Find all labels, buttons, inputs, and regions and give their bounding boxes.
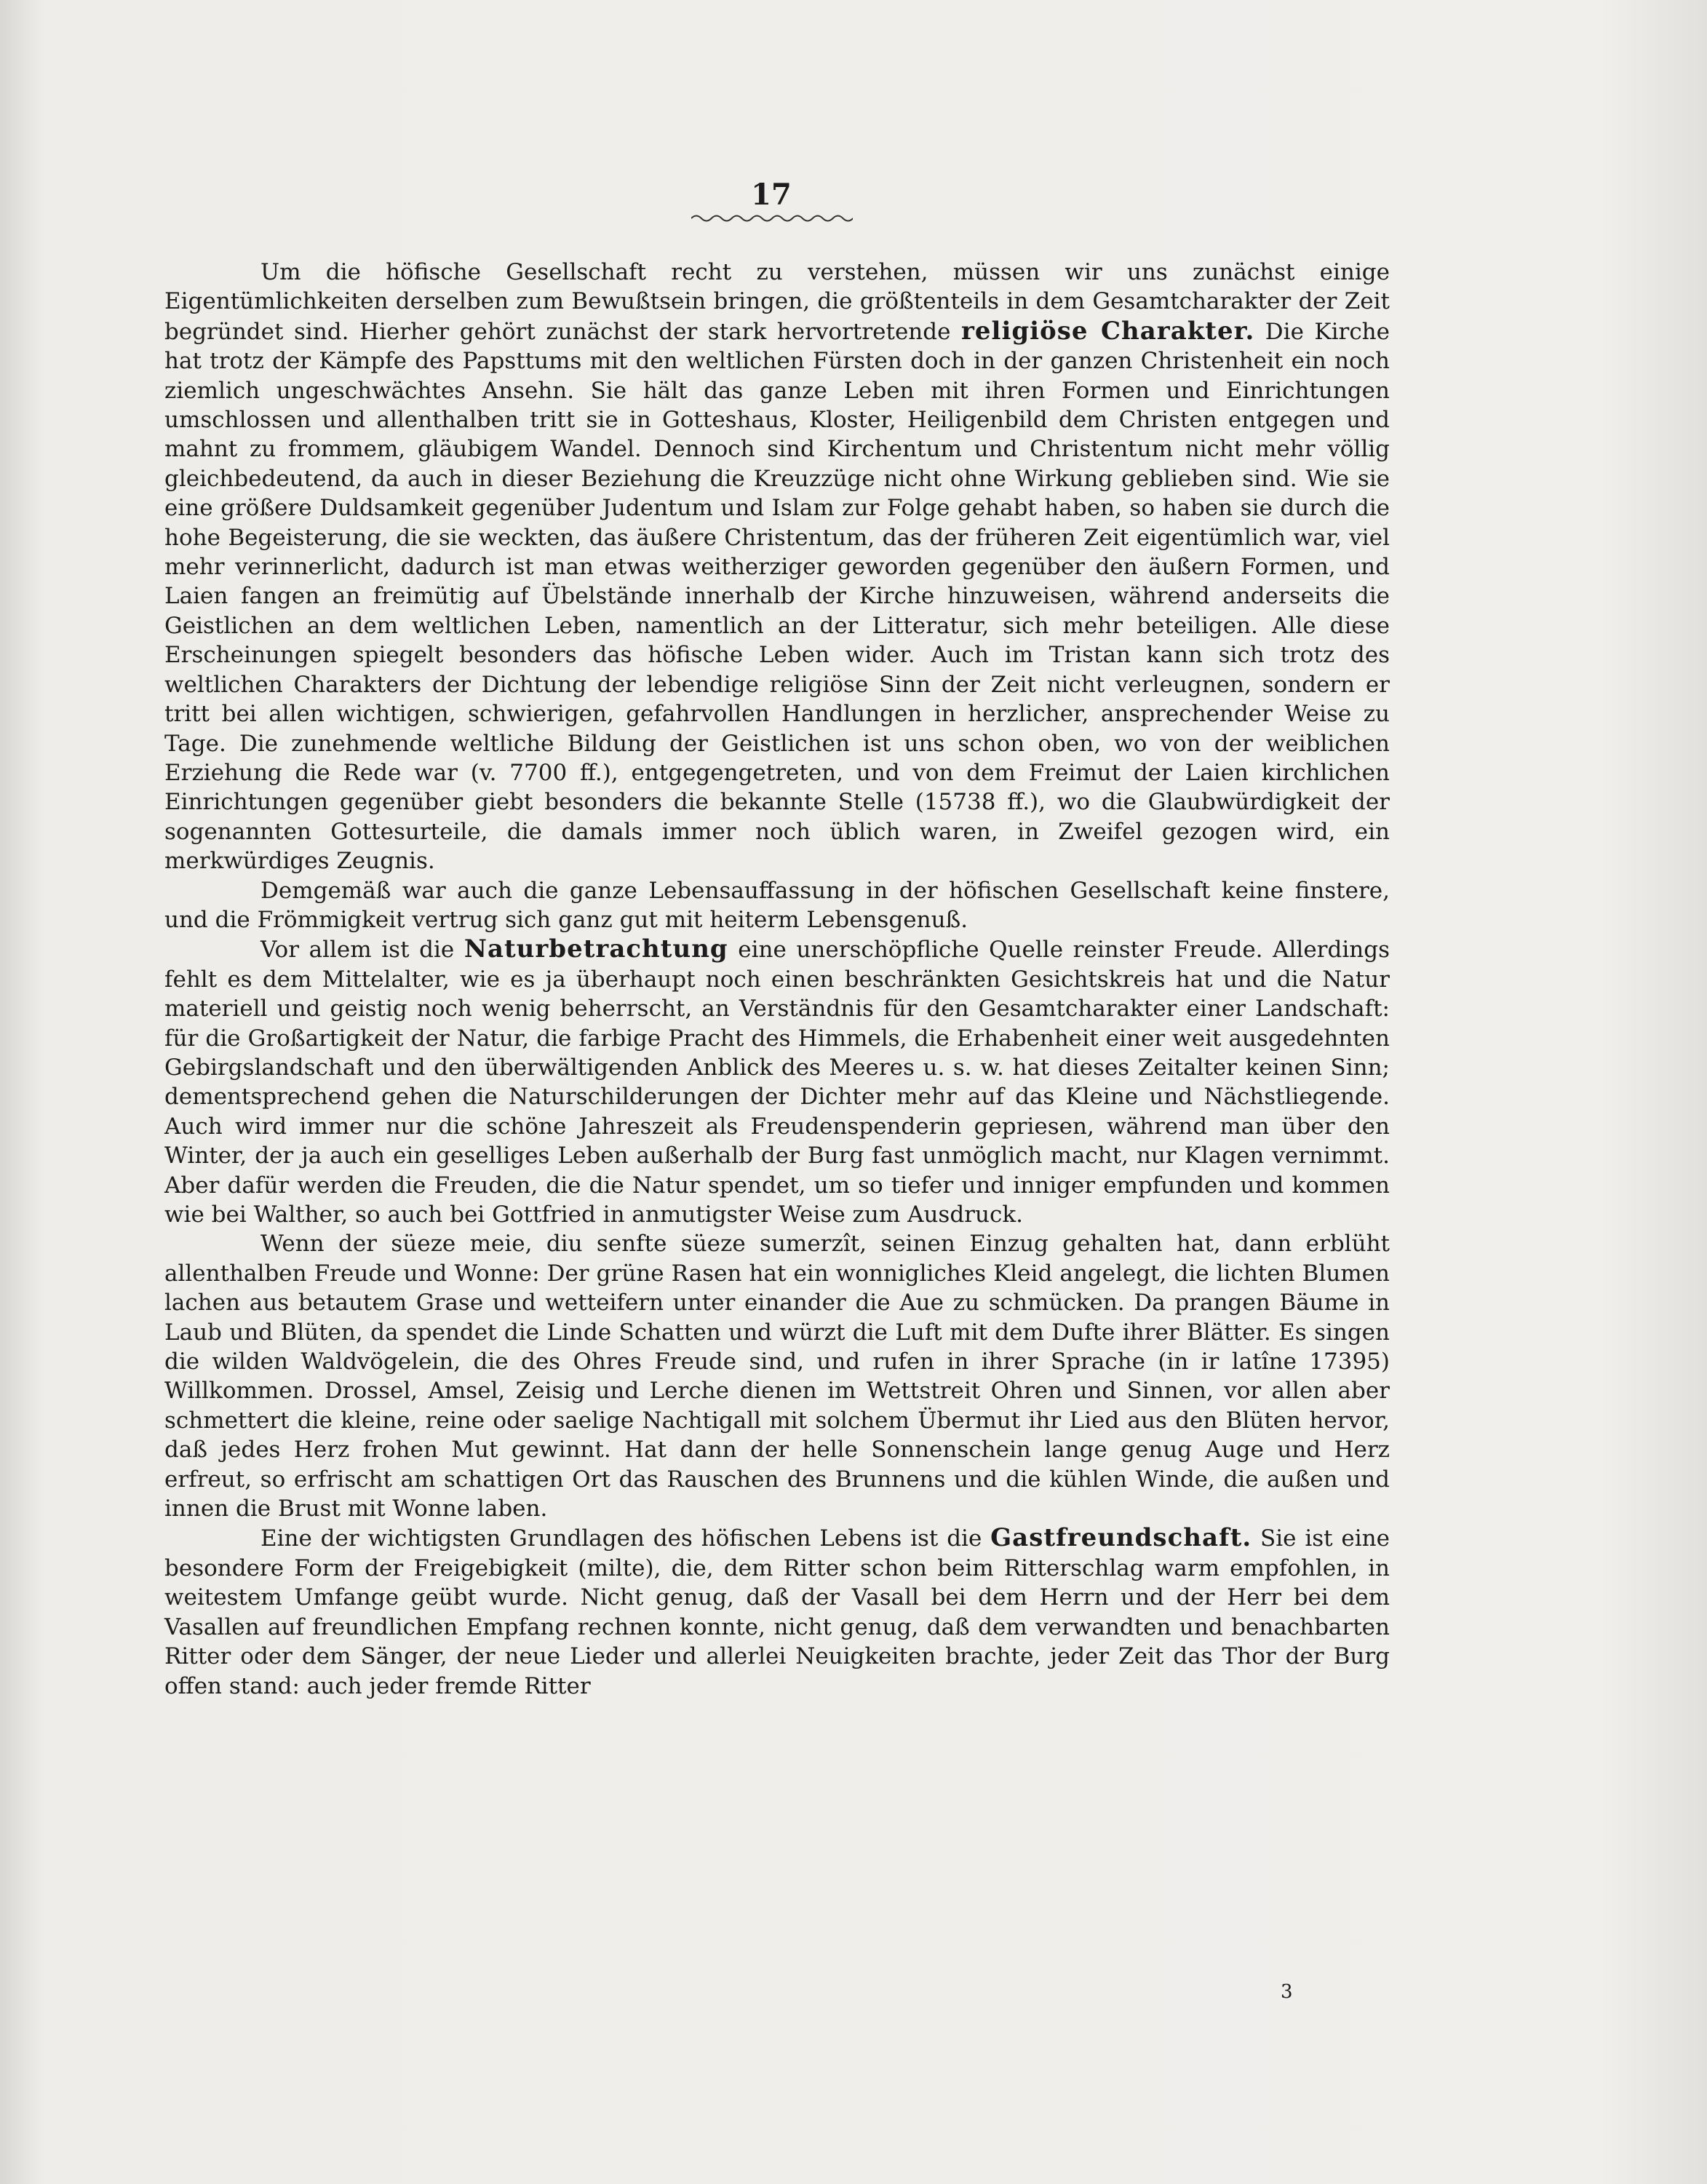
text-run: Um die höfische Gesellschaft recht zu verstehen, müssen wir uns zunächst einige Eigentümlichkeiten derselben zum Bewußtsein bringen, die größtenteils in dem Gesamtcharakter der Zeit begründet sind. Hierher gehört zunächst der stark hervortretende [164,259,1390,345]
emphasized-term: religiöse Charakter. [960,316,1255,346]
text-run: Sie ist eine besondere Form der Freigebigkeit (milte), die, dem Ritter schon beim Ritterschlag warm empfohlen, in weitestem Umfange geübt wurde. Nicht genug, daß der Vasall bei dem Herrn und der Herr bei dem Vasallen auf freundlichen Empfang rechnen konnte, nicht genug, daß dem verwandten und benachbarten Ritter oder dem Sänger, der neue Lieder und allerlei Neuigkeiten brachte, jeder Zeit das Thor der Burg offen stand: auch jeder fremde Ritter [164,1525,1390,1699]
body-text [164,258,1390,1701]
text-run: Die Kirche hat trotz der Kämpfe des Papsttums mit den weltlichen Fürsten doch in der ganzen Christenheit ein noch ziemlich ungeschwächtes Ansehn. Sie hält das ganze Leben mit ihren Formen und Einrichtungen umschlossen und allenthalben tritt sie in Gotteshaus, Kloster, Heiligenbild dem Christen entgegen und mahnt zu frommem, gläubigem Wandel. Dennoch sind Kirchentum und Christentum nicht mehr völlig gleichbedeutend, da auch in dieser Beziehung die Kreuzzüge nicht ohne Wirkung geblieben sind. Wie sie eine größere Duldsamkeit gegenüber Judentum und Islam zur Folge gehabt haben, so haben sie durch die hohe Begeisterung, die sie weckten, das äußere Christentum, das der früheren Zeit eigentümlich war, viel mehr verinnerlicht, dadurch ist man etwas weitherziger geworden gegenüber den äußern Formen, und Laien fangen an freimütig auf Übelstände innerhalb der Kirche hinzuweisen, während anderseits die Geistlichen an dem weltlichen Leben, namentlich an der Litteratur, sich mehr beteiligen. Alle diese Erscheinungen spiegelt besonders das höfische Leben wider. Auch im Tristan kann sich trotz des weltlichen Charakters der Dichtung der lebendige religiöse Sinn der Zeit nicht verleugnen, sondern er tritt bei allen wichtigen, schwierigen, gefahrvollen Handlungen in herzlicher, ansprechender Weise zu Tage. Die zunehmende weltliche Bildung der Geistlichen ist uns schon oben, wo von der weiblichen Erziehung die Rede war (v. 7700 ff.), entgegengetreten, und von dem Freimut der Laien kirchlichen Einrichtungen gegenüber giebt besonders die bekannte Stelle (15738 ff.), wo die Glaubwürdigkeit der sogenannten Gottesurteile, die damals immer noch üblich waren, in Zweifel gezogen wird, ein merkwürdiges Zeugnis. [164,318,1390,875]
wavy-rule-ornament [691,213,853,224]
page-number: 17 [751,178,792,212]
text-run: eine unerschöpfliche Quelle reinster Freude. Allerdings fehlt es dem Mittelalter, wie es ja überhaupt noch einen beschränkten Gesichtskreis hat und die Natur materiell und geistig noch wenig beherrscht, an Verständnis für den Gesamtcharakter einer Landschaft: für die Großartigkeit der Natur, die farbige Pracht des Himmels, die Erhabenheit einer weit ausgedehnten Gebirgslandschaft und den überwältigenden Anblick des Meeres u. s. w. hat dieses Zeitalter keinen Sinn; dementsprechend gehen die Naturschilderungen der Dichter mehr auf das Kleine und Nächstliegende. Auch wird immer nur die schöne Jahreszeit als Freudenspenderin gepriesen, während man über den Winter, der ja auch ein geselliges Leben außerhalb der Burg fast unmöglich macht, nur Klagen vernimmt. Aber dafür werden die Freuden, die die Natur spendet, um so tiefer und inniger empfunden und kommen wie bei Walther, so auch bei Gottfried in anmutigster Weise zum Ausdruck. [164,937,1390,1228]
text-run: Vor allem ist die [260,937,464,964]
text-run: Wenn der süeze meie, diu senfte süeze sumerzît, seinen Einzug gehalten hat, dann erblüht allenthalben Freude und Wonne: Der grüne Rasen hat ein wonnigliches Kleid angelegt, die lichten Blumen lachen aus betautem Grase und wetteifern unter einander die Aue zu schmücken. Da prangen Bäume in Laub und Blüten, da spendet die Linde Schatten und würzt die Luft mit dem Dufte ihrer Blätter. Es singen die wilden Waldvögelein, die des Ohres Freude sind, und rufen in ihrer Sprache (in ir latîne 17395) Willkommen. Drossel, Amsel, Zeisig und Lerche dienen im Wettstreit Ohren und Sinnen, vor allen aber schmettert die kleine, reine oder saelige Nachtigall mit solchem Übermut ihr Lied aus den Blüten hervor, daß jedes Herz frohen Mut gewinnt. Hat dann der helle Sonnenschein lange genug Auge und Herz erfreut, so erfrischt am schattigen Ort das Rauschen des Brunnens und die kühlen Winde, die außen und innen die Brust mit Wonne laben. [164,1231,1390,1522]
paragraph-religioese-charakter [164,258,1390,876]
signature-mark: 3 [1281,1981,1293,2003]
paragraph-lebensauffassung [164,876,1390,935]
paragraph-naturbetrachtung [164,934,1390,1229]
text-run: Demgemäß war auch die ganze Lebensauffassung in der höfischen Gesellschaft keine finstere, und die Frömmigkeit vertrug sich ganz gut mit heiterm Lebensgenuß. [164,877,1390,933]
text-run: Eine der wichtigsten Grundlagen des höfischen Lebens ist die [260,1525,991,1552]
emphasized-term: Naturbetrachtung [463,934,728,964]
paragraph-sommerzeit [164,1229,1390,1523]
paragraph-gastfreundschaft [164,1523,1390,1700]
emphasized-term: Gastfreundschaft. [990,1523,1252,1553]
